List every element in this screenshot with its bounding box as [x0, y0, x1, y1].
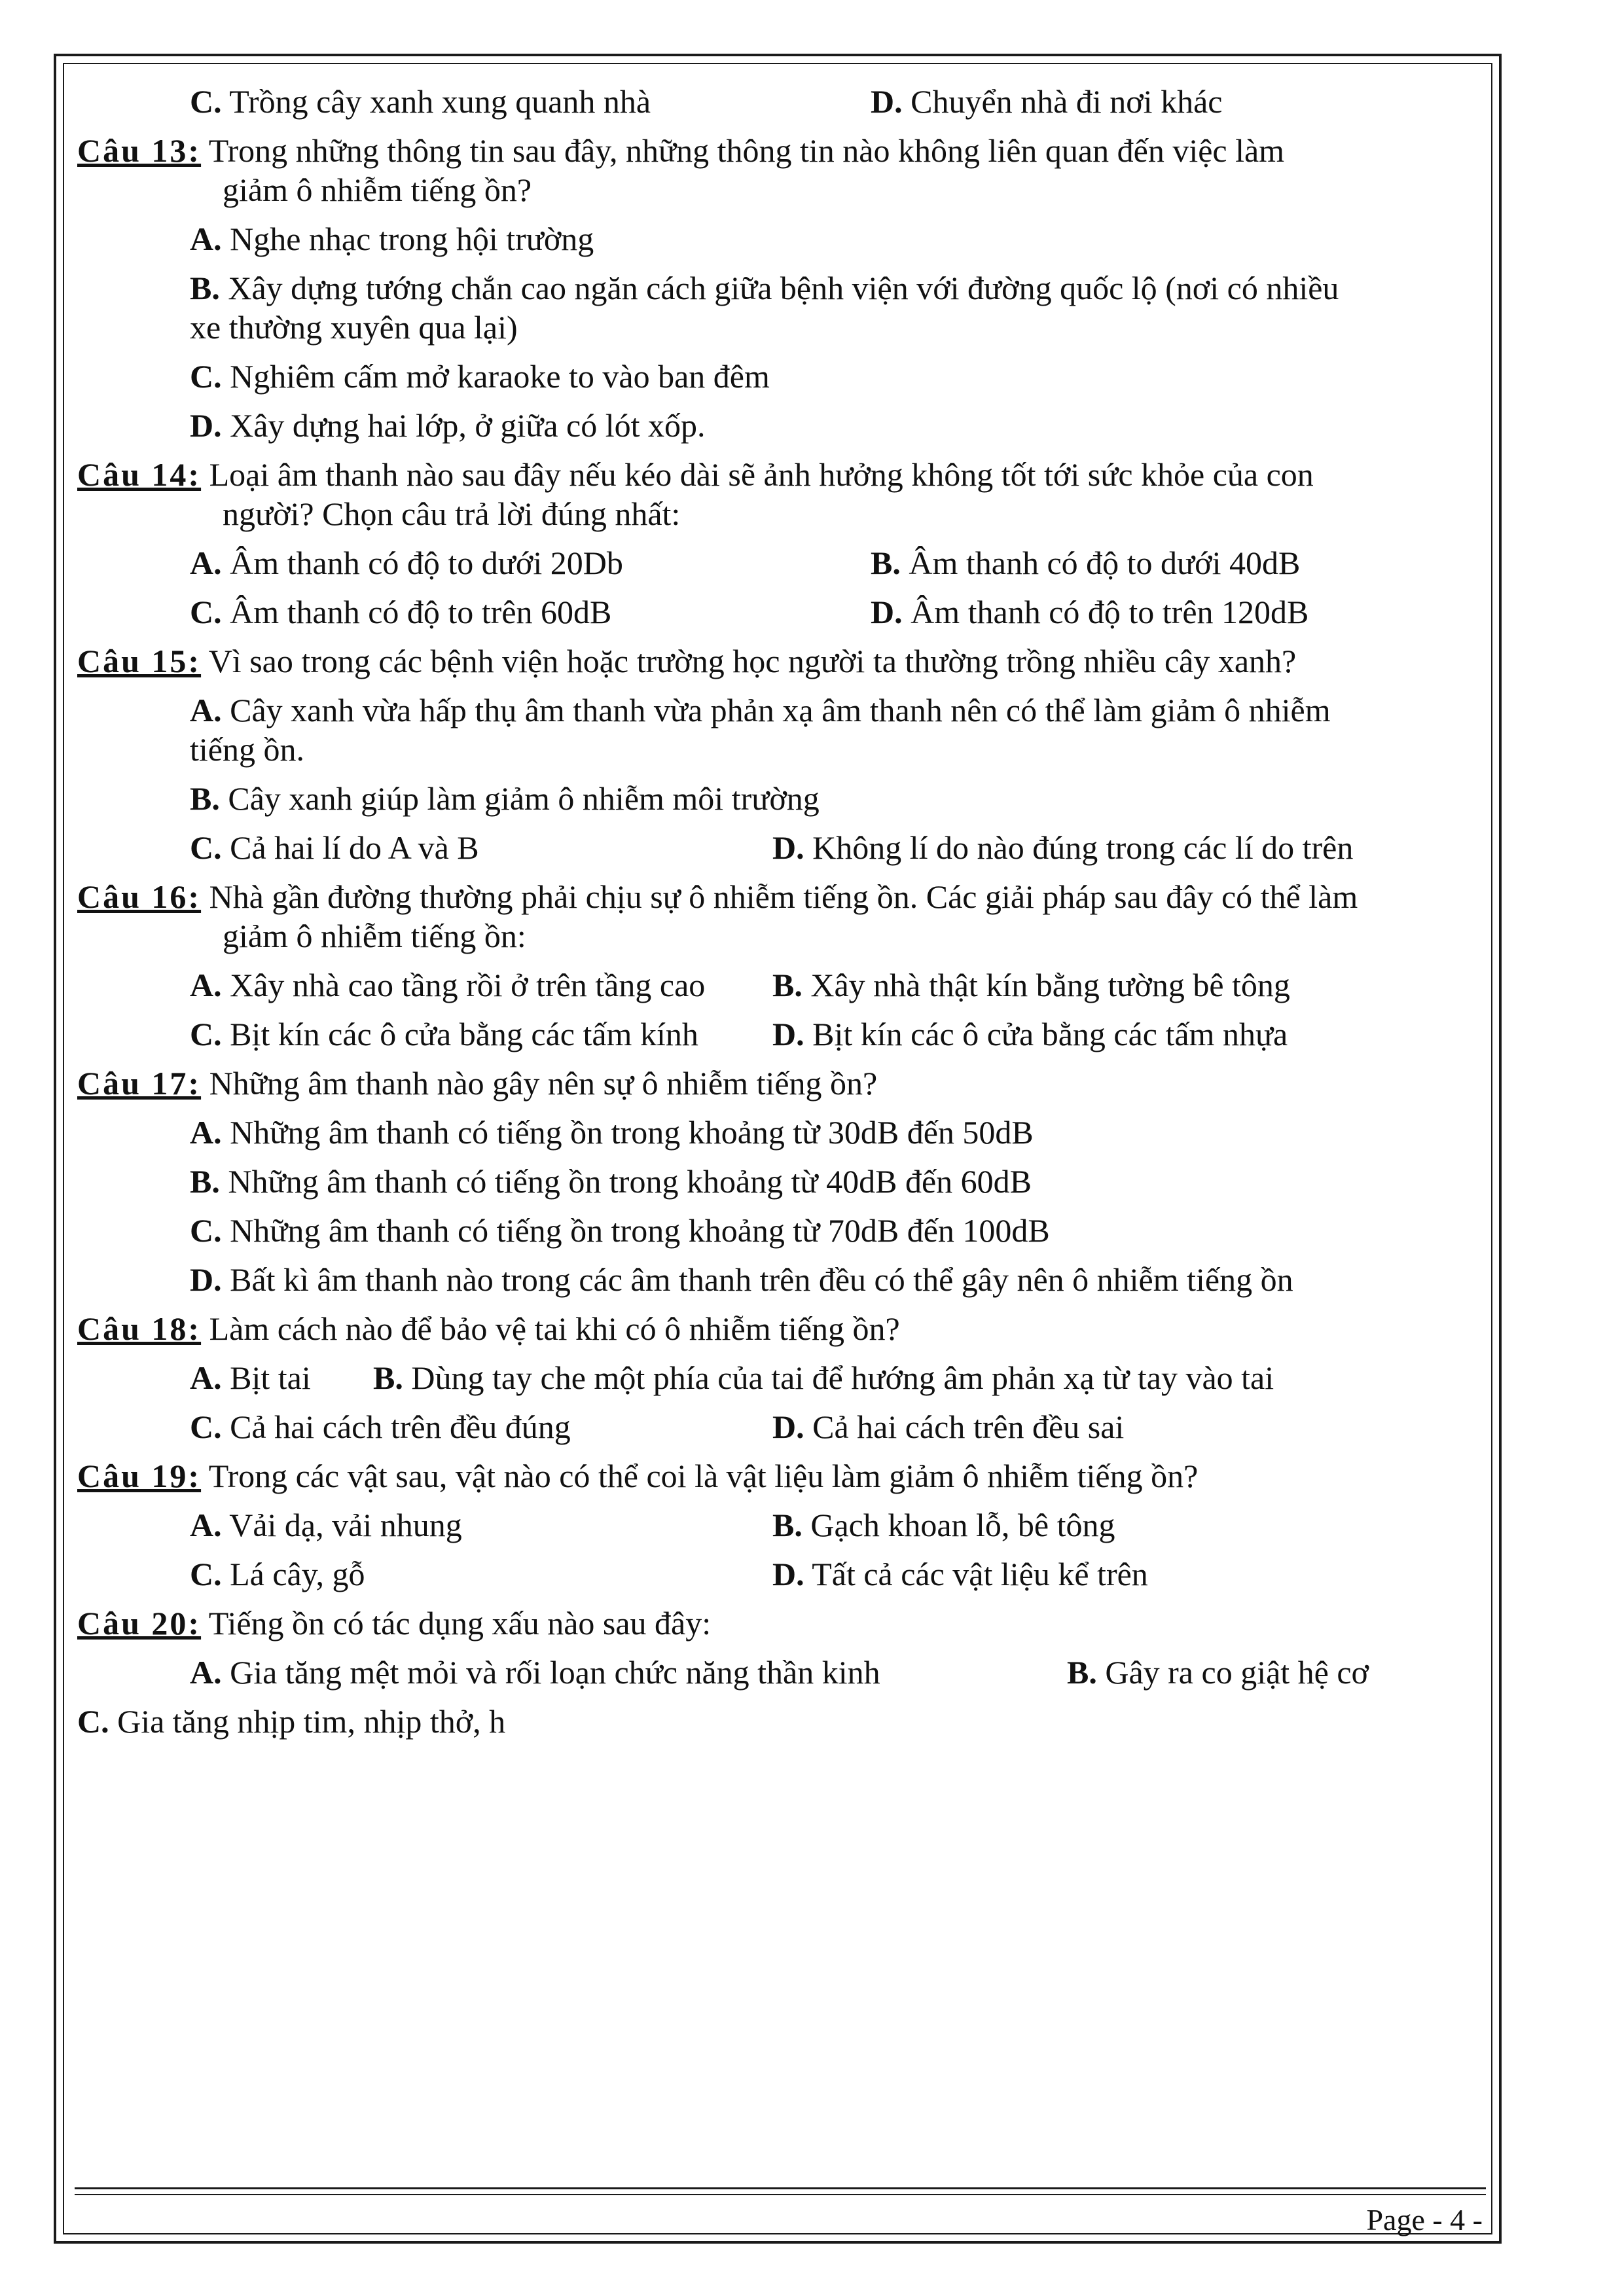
- option-a: A. Vải dạ, vải nhung: [190, 1507, 462, 1543]
- option-row: C. Trồng cây xanh xung quanh nhà: [190, 83, 651, 120]
- question-20: Câu 20: Tiếng ồn có tác dụng xấu nào sau đây:: [77, 1605, 712, 1641]
- option-a: A. Cây xanh vừa hấp thụ âm thanh vừa phản xạ âm thanh nên có thể làm giảm ô nhiễm: [190, 692, 1331, 728]
- option-a: A. Bịt tai: [190, 1359, 311, 1396]
- option-b: B. Những âm thanh có tiếng ồn trong khoảng từ 40dB đến 60dB: [190, 1163, 1032, 1200]
- question-15: Câu 15: Vì sao trong các bệnh viện hoặc trường học người ta thường trồng nhiều cây xanh?: [77, 643, 1297, 679]
- option-d: D. Bất kì âm thanh nào trong các âm thanh trên đều có thể gây nên ô nhiễm tiếng ồn: [190, 1261, 1293, 1298]
- option-c: C. Nghiêm cấm mở karaoke to vào ban đêm: [190, 358, 770, 395]
- option-row: D. Chuyển nhà đi nơi khác: [871, 83, 1223, 120]
- option-b: B. Dùng tay che một phía của tai để hướng âm phản xạ từ tay vào tai: [373, 1359, 1274, 1396]
- option-a: A. Những âm thanh có tiếng ồn trong khoảng từ 30dB đến 50dB: [190, 1114, 1034, 1151]
- option-b-continuation: xe thường xuyên qua lại): [190, 309, 518, 346]
- option-b: B. Gây ra co giật hệ cơ: [1067, 1654, 1369, 1691]
- question-16: Câu 16: Nhà gần đường thường phải chịu sự ô nhiễm tiếng ồn. Các giải pháp sau đây có thể làm: [77, 878, 1358, 915]
- option-c: C. Cả hai lí do A và B: [190, 829, 479, 866]
- option-a: A. Nghe nhạc trong hội trường: [190, 221, 594, 257]
- option-d: D. Xây dựng hai lớp, ở giữa có lót xốp.: [190, 407, 706, 444]
- question-13: Câu 13: Trong những thông tin sau đây, những thông tin nào không liên quan đến việc làm: [77, 132, 1285, 169]
- option-c: C. Lá cây, gỗ: [190, 1556, 365, 1592]
- option-c: C. Những âm thanh có tiếng ồn trong khoảng từ 70dB đến 100dB: [190, 1212, 1050, 1249]
- option-b: B. Âm thanh có độ to dưới 40dB: [871, 545, 1301, 581]
- question-16-continuation: giảm ô nhiễm tiếng ồn:: [223, 918, 526, 954]
- option-a: A. Xây nhà cao tầng rồi ở trên tầng cao: [190, 967, 706, 1003]
- option-b: B. Xây nhà thật kín bằng tường bê tông: [772, 967, 1290, 1003]
- option-b: B. Cây xanh giúp làm giảm ô nhiễm môi trường: [190, 780, 820, 817]
- option-c: C. Bịt kín các ô cửa bằng các tấm kính: [190, 1016, 698, 1052]
- option-b: B. Xây dựng tướng chắn cao ngăn cách giữa bệnh viện với đường quốc lộ (nơi có nhiều: [190, 270, 1339, 306]
- question-19: Câu 19: Trong các vật sau, vật nào có thể coi là vật liệu làm giảm ô nhiễm tiếng ồn?: [77, 1458, 1199, 1494]
- page-number: Page - 4 -: [1366, 2203, 1483, 2236]
- question-14-continuation: người? Chọn câu trả lời đúng nhất:: [223, 495, 681, 532]
- option-a-continuation: tiếng ồn.: [190, 731, 304, 768]
- question-17: Câu 17: Những âm thanh nào gây nên sự ô nhiễm tiếng ồn?: [77, 1065, 878, 1102]
- option-d: D. Không lí do nào đúng trong các lí do trên: [772, 829, 1354, 866]
- option-d: D. Tất cả các vật liệu kể trên: [772, 1556, 1148, 1592]
- option-d: D. Âm thanh có độ to trên 120dB: [871, 594, 1309, 630]
- option-c: C. Cả hai cách trên đều đúng: [190, 1408, 571, 1445]
- option-a: A. Âm thanh có độ to dưới 20Db: [190, 545, 623, 581]
- footer-rule: [75, 2187, 1486, 2189]
- footer-rule: [75, 2194, 1486, 2195]
- question-13-continuation: giảm ô nhiễm tiếng ồn?: [223, 171, 532, 208]
- option-c: C. Gia tăng nhịp tim, nhịp thở, h: [77, 1703, 506, 1740]
- option-c: C. Âm thanh có độ to trên 60dB: [190, 594, 612, 630]
- option-a: A. Gia tăng mệt mỏi và rối loạn chức năng thần kinh: [190, 1654, 880, 1691]
- option-b: B. Gạch khoan lỗ, bê tông: [772, 1507, 1115, 1543]
- question-18: Câu 18: Làm cách nào để bảo vệ tai khi có ô nhiễm tiếng ồn?: [77, 1310, 900, 1347]
- option-d: D. Cả hai cách trên đều sai: [772, 1408, 1125, 1445]
- question-14: Câu 14: Loại âm thanh nào sau đây nếu kéo dài sẽ ảnh hưởng không tốt tới sức khỏe của con: [77, 456, 1314, 493]
- option-d: D. Bịt kín các ô cửa bằng các tấm nhựa: [772, 1016, 1288, 1052]
